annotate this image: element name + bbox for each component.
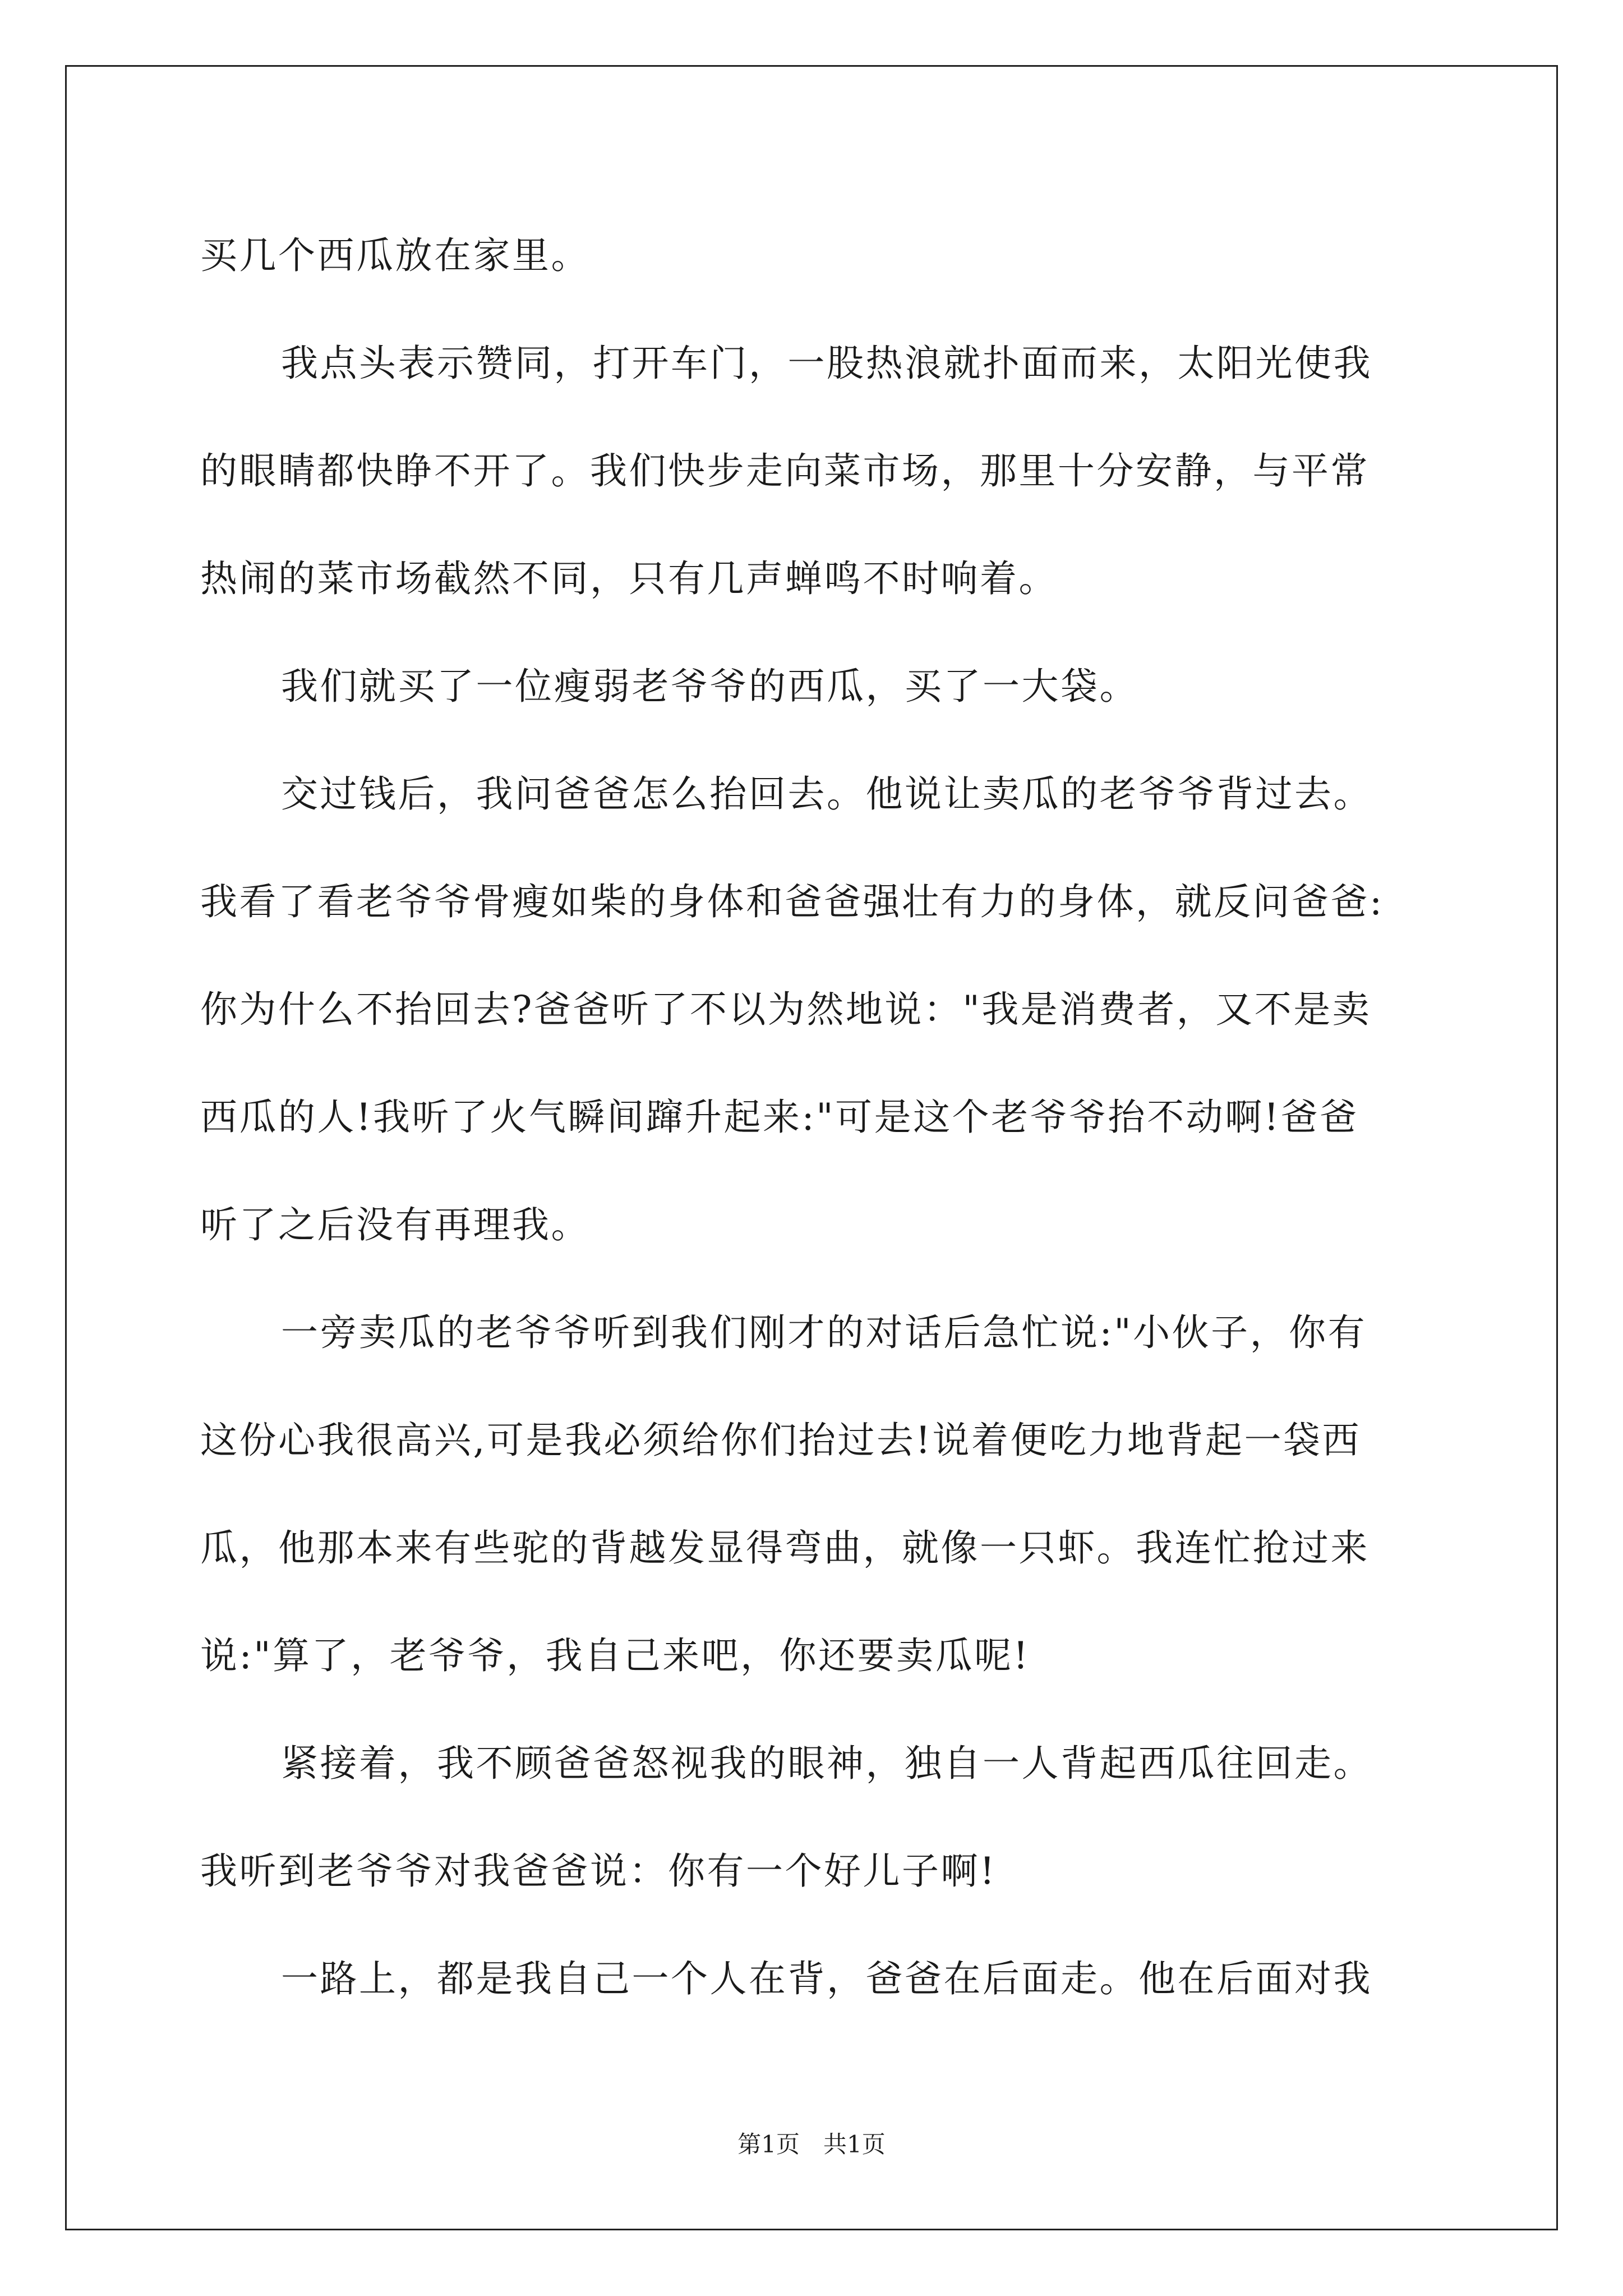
paragraph-first-line: 我们就买了一位瘦弱老爷爷的西瓜，买了一大袋。 <box>281 665 1138 708</box>
text-line: 听了之后没有再理我。 <box>200 1203 590 1246</box>
text-line: 的眼睛都快睁不开了。我们快步走向菜市场，那里十分安静，与平常 <box>200 449 1370 493</box>
text-line: 买几个西瓜放在家里。 <box>200 234 590 277</box>
paragraph-first-line: 我点头表示赞同，打开车门，一股热浪就扑面而来，太阳光使我 <box>281 342 1372 385</box>
text-line: 你为什么不抬回去?爸爸听了不以为然地说："我是消费者，又不是卖 <box>200 988 1372 1031</box>
paragraph-first-line: 交过钱后，我问爸爸怎么抬回去。他说让卖瓜的老爷爷背过去。 <box>281 772 1372 816</box>
paragraph-first-line: 一路上，都是我自己一个人在背，爸爸在后面走。他在后面对我 <box>281 1957 1372 2000</box>
text-line: 我听到老爷爷对我爸爸说：你有一个好儿子啊! <box>200 1849 997 1893</box>
document-body <box>200 202 1428 2033</box>
text-line: 说:"算了，老爷爷，我自己来吧，你还要卖瓜呢! <box>200 1634 1030 1677</box>
text-line: 瓜，他那本来有些驼的背越发显得弯曲，就像一只虾。我连忙抢过来 <box>200 1526 1370 1570</box>
text-line: 西瓜的人!我听了火气瞬间蹿升起来:"可是这个老爷爷抬不动啊!爸爸 <box>200 1096 1359 1139</box>
text-line: 这份心我很高兴,可是我必须给你们抬过去!说着便吃力地背起一袋西 <box>200 1419 1362 1462</box>
paragraph-first-line: 一旁卖瓜的老爷爷听到我们刚才的对话后急忙说:"小伙子，你有 <box>281 1311 1367 1354</box>
page-number-footer: 第1页 共1页 <box>737 2131 886 2158</box>
paragraph-first-line: 紧接着，我不顾爸爸怒视我的眼神，独自一人背起西瓜往回走。 <box>281 1742 1372 1785</box>
text-line: 热闹的菜市场截然不同，只有几声蝉鸣不时响着。 <box>200 557 1058 600</box>
text-line: 我看了看老爷爷骨瘦如柴的身体和爸爸强壮有力的身体，就反问爸爸: <box>200 880 1384 923</box>
